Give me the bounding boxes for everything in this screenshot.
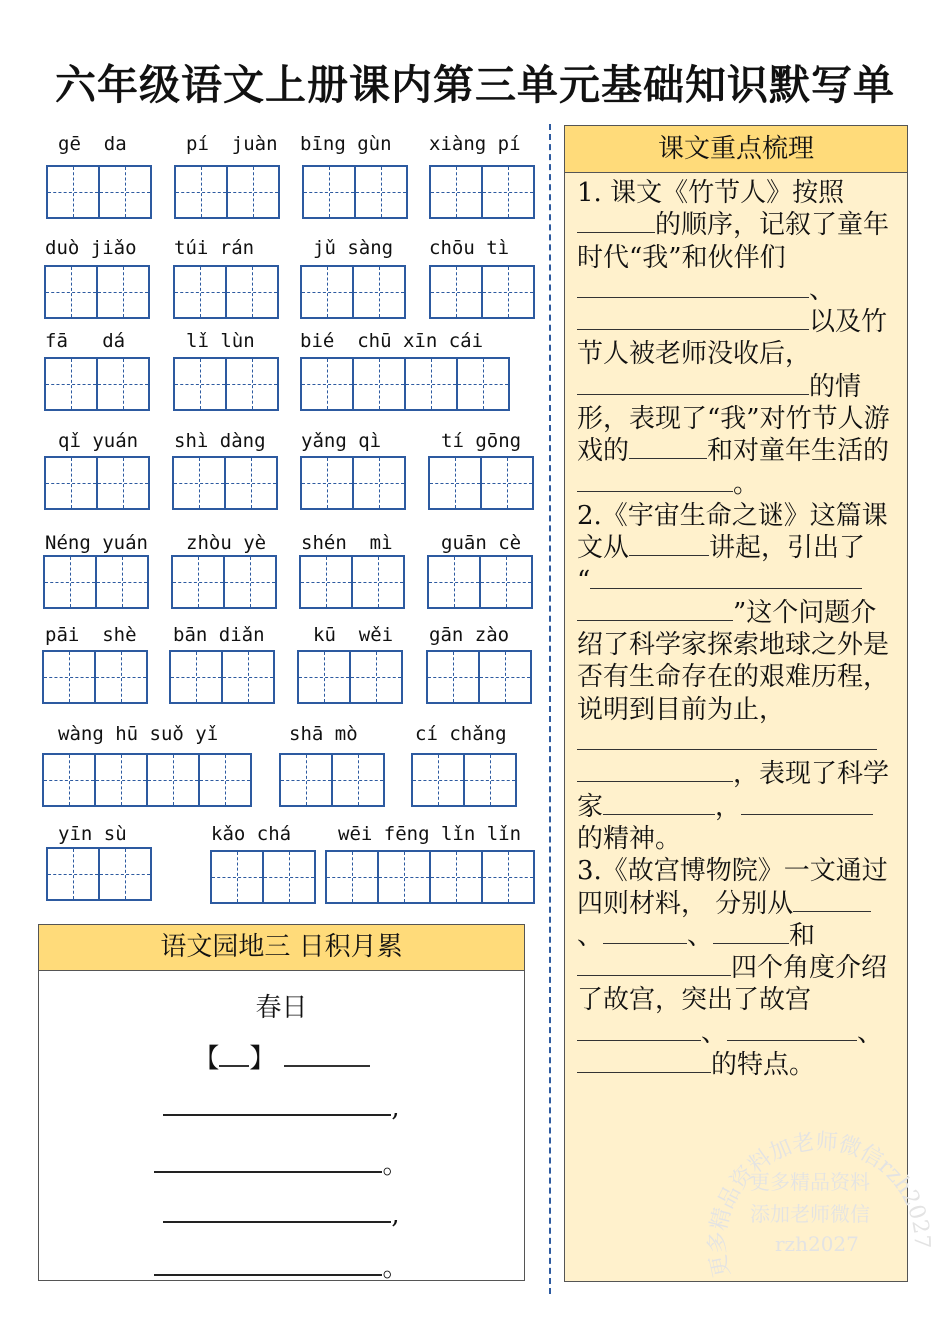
writing-boxes[interactable]	[411, 753, 517, 807]
pinyin-label: shì dàng	[174, 430, 266, 452]
writing-boxes[interactable]	[279, 753, 385, 807]
pinyin-label: shén mì	[301, 532, 393, 554]
pinyin-label: guān cè	[441, 532, 522, 554]
writing-boxes[interactable]	[300, 265, 406, 319]
fill-blank[interactable]	[741, 792, 873, 815]
poem-author-line: 【 】	[39, 1038, 524, 1075]
watermark-text: rzh2027	[775, 1232, 859, 1256]
pinyin-label: lǐ lùn	[186, 330, 255, 352]
garden-section	[38, 924, 525, 1281]
pinyin-label: cí chǎng	[415, 723, 507, 745]
review-body	[565, 173, 907, 1081]
fill-blank[interactable]	[577, 1018, 701, 1041]
writing-boxes[interactable]	[300, 357, 510, 411]
writing-boxes[interactable]	[43, 555, 149, 609]
pinyin-label: bīng gùn	[300, 133, 392, 155]
writing-boxes[interactable]	[46, 165, 152, 219]
poem-blank[interactable]	[154, 1147, 382, 1173]
poem-line-3: ,	[39, 1197, 524, 1230]
writing-boxes[interactable]	[429, 265, 535, 319]
poem-title: 春日	[255, 993, 308, 1023]
review-item-3: 3.《故宫博物院》一文通过四则材料， 分别从、 、 和四个角度介绍了故宫，突出了故宫、 、的特点。	[577, 856, 888, 1081]
pinyin-label: shā mò	[289, 723, 358, 745]
fill-blank[interactable]	[577, 953, 731, 976]
fill-blank[interactable]	[577, 372, 809, 395]
pinyin-label: tí gōng	[441, 430, 522, 452]
pinyin-label: fā dá	[45, 330, 126, 352]
review-heading: 课文重点梳理	[565, 126, 907, 173]
pinyin-label: gān zào	[429, 624, 510, 646]
writing-boxes[interactable]	[44, 357, 150, 411]
pinyin-label: jǔ sàng	[313, 237, 394, 259]
fill-blank[interactable]	[603, 792, 715, 815]
pinyin-label: kū wěi	[313, 624, 394, 646]
fill-blank[interactable]	[629, 436, 707, 459]
writing-boxes[interactable]	[44, 456, 150, 510]
pinyin-label: xiàng pí	[429, 133, 521, 155]
writing-boxes[interactable]	[44, 265, 150, 319]
fill-blank[interactable]	[727, 1018, 857, 1041]
poem-line-2: 。	[39, 1144, 524, 1181]
pinyin-label: chōu tì	[429, 237, 510, 259]
poem-line-4: 。	[39, 1247, 524, 1284]
writing-boxes[interactable]	[302, 165, 408, 219]
writing-boxes[interactable]	[171, 555, 277, 609]
fill-blank[interactable]	[577, 598, 733, 621]
pinyin-label: bān diǎn	[173, 624, 265, 646]
writing-boxes[interactable]	[173, 265, 279, 319]
fill-blank[interactable]	[577, 275, 809, 298]
pinyin-label: wēi fēng lǐn lǐn	[338, 823, 522, 845]
pinyin-label: Néng yuán	[45, 532, 148, 554]
fill-blank[interactable]	[603, 921, 687, 944]
garden-heading: 语文园地三 日积月累	[39, 925, 524, 971]
pinyin-label: gē da	[58, 133, 127, 155]
fill-blank[interactable]	[577, 1050, 711, 1073]
writing-boxes[interactable]	[427, 555, 533, 609]
poem-blank[interactable]	[163, 1197, 391, 1223]
watermark-arc-text: 更多精品资料加老师微信rzh2027	[705, 1129, 934, 1280]
svg-text:更多精品资料加老师微信rzh2027	[706, 1130, 934, 1280]
fill-blank[interactable]	[577, 210, 655, 233]
pinyin-label: yǎng qì	[301, 430, 382, 452]
writing-boxes[interactable]	[428, 456, 534, 510]
pinyin-label: zhòu yè	[186, 532, 267, 554]
writing-boxes[interactable]	[172, 456, 278, 510]
writing-boxes[interactable]	[300, 456, 406, 510]
writing-boxes[interactable]	[210, 850, 316, 904]
writing-boxes[interactable]	[426, 650, 532, 704]
fill-blank[interactable]	[577, 469, 733, 492]
column-divider	[549, 124, 551, 1294]
writing-boxes[interactable]	[173, 357, 279, 411]
poem-line-1: ,	[39, 1090, 524, 1123]
pinyin-label: qǐ yuán	[58, 430, 139, 452]
watermark-seal	[700, 1090, 940, 1330]
pinyin-label: duò jiǎo	[45, 237, 137, 259]
pinyin-label: yīn sù	[58, 823, 127, 845]
fill-blank[interactable]	[793, 889, 871, 912]
pinyin-label: bié chū xīn cái	[300, 330, 484, 352]
fill-blank[interactable]	[577, 727, 877, 750]
watermark-text: 添加老师微信	[750, 1202, 870, 1226]
author-blank[interactable]	[284, 1045, 370, 1067]
writing-boxes[interactable]	[429, 165, 535, 219]
writing-boxes[interactable]	[42, 650, 148, 704]
writing-boxes[interactable]	[169, 650, 275, 704]
fill-blank[interactable]	[577, 307, 809, 330]
poem-blank[interactable]	[154, 1250, 382, 1276]
dynasty-blank[interactable]	[219, 1045, 249, 1067]
fill-blank[interactable]	[577, 759, 733, 782]
review-item-2: 2.《宇宙生命之谜》这篇课文从 讲起，引出了 “”这个问题介绍了科学家探索地球之外是否有生命存在的艰难历程，说明到目前为止，，表现了科学家 ，的精神。	[577, 500, 890, 854]
watermark-text: 更多精品资料	[750, 1170, 870, 1194]
writing-boxes[interactable]	[174, 165, 280, 219]
fill-blank[interactable]	[629, 533, 709, 556]
pinyin-label: pāi shè	[45, 624, 137, 646]
pinyin-label: wàng hū suǒ yǐ	[58, 723, 219, 745]
review-item-1: 1. 课文《竹节人》按照的顺序，记叙了童年时代“我”和伙伴们、以及竹节人被老师没收后，的情形，表现了“我”对竹节人游戏的 和对童年生活的。	[577, 178, 890, 499]
pinyin-label: kǎo chá	[211, 823, 292, 845]
fill-blank[interactable]	[590, 566, 862, 589]
writing-boxes[interactable]	[46, 847, 152, 901]
pinyin-label: túi rán	[174, 237, 255, 259]
writing-boxes[interactable]	[297, 650, 403, 704]
writing-boxes[interactable]	[42, 753, 252, 807]
pinyin-label: pí juàn	[186, 133, 278, 155]
writing-boxes[interactable]	[299, 555, 405, 609]
writing-boxes[interactable]	[325, 850, 535, 904]
fill-blank[interactable]	[713, 921, 789, 944]
page-title: 六年级语文上册课内第三单元基础知识默写单	[55, 61, 895, 109]
poem-blank[interactable]	[163, 1090, 391, 1116]
